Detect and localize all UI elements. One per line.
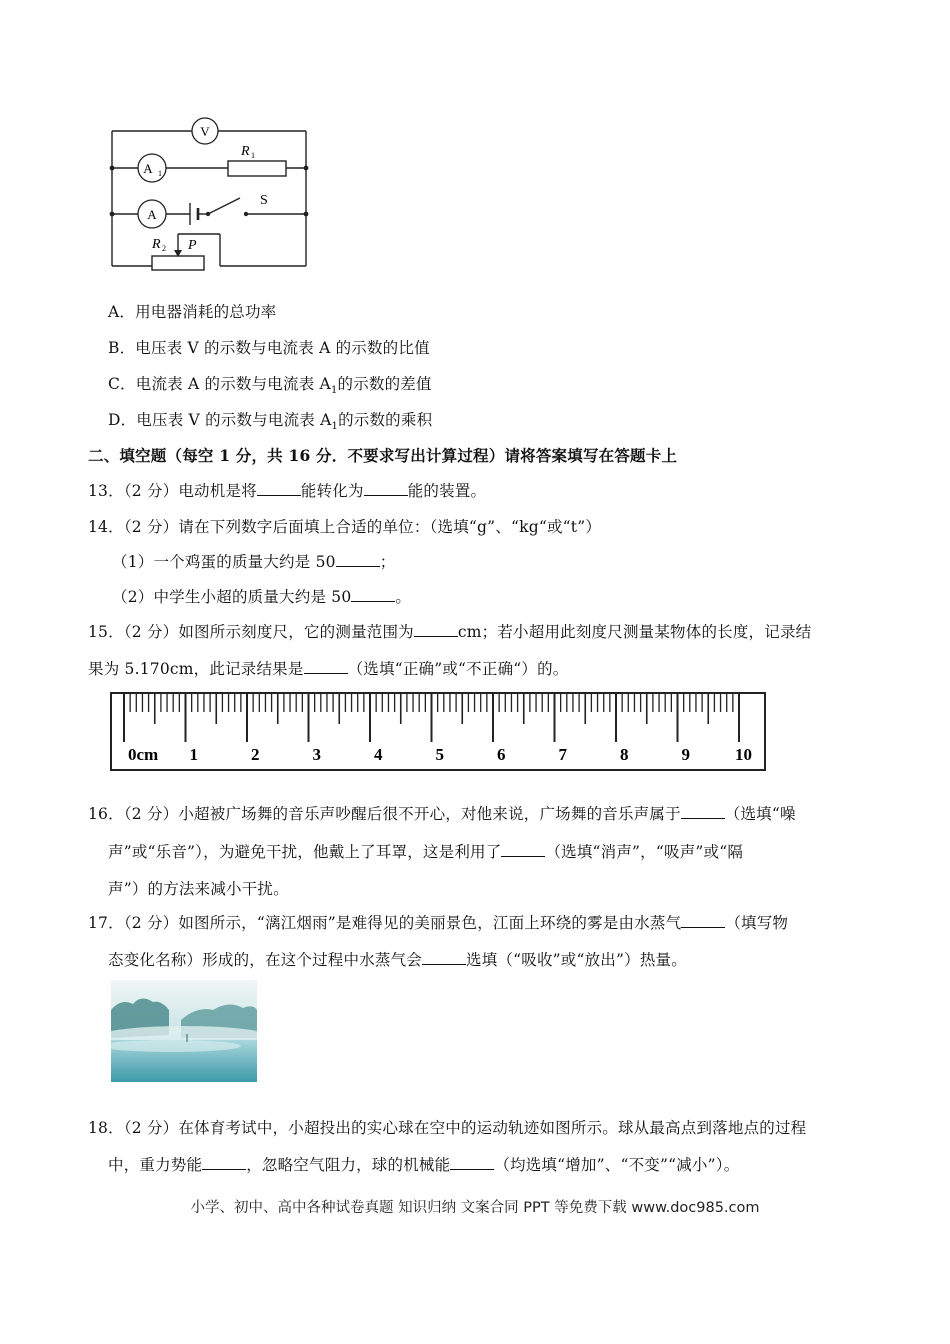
q13-blank-1[interactable]	[257, 481, 301, 496]
question-16-line-1	[88, 802, 796, 824]
question-13	[88, 479, 486, 501]
question-15-line-1	[88, 620, 811, 642]
a1-label: A	[143, 161, 153, 176]
option-d-text-post: 的示数的乘积	[338, 411, 433, 429]
q18-blank-1[interactable]	[202, 1155, 246, 1170]
q16-text-1: 16．（2 分）小超被广场舞的音乐声吵醒后很不开心，对他来说，广场舞的音乐声属于	[88, 805, 681, 823]
q15-text-1: 15．（2 分）如图所示刻度尺，它的测量范围为	[88, 623, 414, 641]
r1-subscript: 1	[251, 151, 255, 160]
q18-text-2-post: （均选填“增加”、“不变”“减小”）。	[494, 1156, 740, 1174]
question-14-sub-2	[112, 585, 411, 607]
ruler-label: 10	[735, 745, 752, 764]
option-a: A．用电器消耗的总功率	[108, 303, 277, 321]
ruler-label: 1	[189, 745, 198, 764]
question-14-stem: 14．（2 分）请在下列数字后面填上合适的单位：（选填“g”、“kg“或“t”）	[88, 518, 602, 536]
slider-p-label: P	[188, 238, 197, 253]
circuit-diagram	[100, 112, 315, 274]
ruler-label: 7	[558, 745, 567, 764]
q13-text-mid: 能转化为	[300, 482, 364, 500]
ruler-label: 4	[374, 745, 383, 764]
section-2-heading: 二、填空题（每空 1 分，共 16 分．不要求写出计算过程）请将答案填写在答题卡上	[88, 446, 678, 465]
q14-blank-2[interactable]	[351, 587, 395, 602]
q16-blank-2[interactable]	[501, 842, 545, 857]
q17-blank-2[interactable]	[422, 950, 466, 965]
option-d-subscript: 1	[331, 421, 339, 433]
r1-label: R	[241, 144, 250, 159]
q13-blank-2[interactable]	[364, 481, 408, 496]
footer-text: 小学、初中、高中各种试卷真题 知识归纳 文案合同 PPT 等免费下载 www.doc985.com	[190, 1200, 760, 1216]
q16-text-2: 声”或“乐音”），为避免干扰，他戴上了耳罩，这是利用了	[108, 843, 502, 861]
q13-text-post: 能的装置。	[407, 482, 487, 500]
q13-text: 13．（2 分）电动机是将	[88, 482, 257, 500]
switch-s-label: S	[260, 193, 268, 208]
option-c	[108, 372, 432, 396]
q14-blank-1[interactable]	[336, 552, 380, 567]
question-15-line-2	[88, 657, 569, 679]
ruler-label: 2	[251, 745, 260, 764]
q15-blank-1[interactable]	[414, 622, 458, 637]
q17-text-2-post: 选填（“吸收”或“放出”）热量。	[466, 951, 687, 969]
option-d-text: D．电压表 V 的示数与电流表 A	[108, 411, 332, 429]
voltmeter-label: V	[200, 124, 210, 139]
q15-text-1-post: cm；若小超用此刻度尺测量某物体的长度，记录结	[457, 623, 812, 641]
q14-sub-2-text: （2）中学生小超的质量大约是 50	[112, 588, 352, 606]
q17-blank-1[interactable]	[681, 913, 725, 928]
option-c-text-post: 的示数的差值	[337, 375, 432, 393]
ruler-label: 0cm	[128, 745, 159, 764]
question-17-line-1	[88, 911, 788, 933]
question-18-line-1: 18．（2 分）在体育考试中，小超投出的实心球在空中的运动轨迹如图所示。球从最高点到落地点的过程	[88, 1119, 807, 1137]
a-label: A	[147, 207, 157, 222]
q17-text-1: 17．（2 分）如图所示，“漓江烟雨”是难得见的美丽景色，江面上环绕的雾是由水蒸气	[88, 914, 682, 932]
q14-sub-1-text: （1）一个鸡蛋的质量大约是 50	[112, 553, 336, 571]
q16-blank-1[interactable]	[681, 804, 725, 819]
question-17-line-2	[108, 948, 687, 970]
question-18-line-2	[108, 1153, 739, 1175]
option-b: B．电压表 V 的示数与电流表 A 的示数的比值	[108, 339, 430, 357]
r2-label: R	[152, 237, 161, 252]
q15-text-2: 果为 5.170cm，此记录结果是	[88, 660, 304, 678]
a1-subscript: 1	[158, 169, 162, 178]
misty-river-photo	[111, 980, 257, 1082]
q15-blank-2[interactable]	[304, 659, 348, 674]
q18-text-2: 中，重力势能	[108, 1156, 203, 1174]
q18-text-2-mid: ，忽略空气阻力，球的机械能	[246, 1156, 451, 1174]
r2-subscript: 2	[162, 244, 166, 253]
option-c-subscript: 1	[330, 385, 338, 397]
q14-sub-1-post: ；	[379, 553, 396, 571]
q17-text-2: 态变化名称）形成的，在这个过程中水蒸气会	[108, 951, 423, 969]
ruler-label: 8	[620, 745, 629, 764]
q16-text-1-post: （选填“噪	[724, 805, 796, 823]
q15-text-2-post: （选填“正确”或“不正确“）的。	[347, 660, 569, 678]
option-c-text: C．电流表 A 的示数与电流表 A	[108, 375, 331, 393]
ruler-label: 5	[435, 745, 444, 764]
question-16-line-2	[108, 840, 743, 862]
question-14-sub-1	[112, 550, 395, 572]
q14-sub-2-post: 。	[395, 588, 412, 606]
ruler-label: 9	[681, 745, 690, 764]
q18-blank-2[interactable]	[450, 1155, 494, 1170]
q16-text-2-post: （选填“消声”，“吸声”或“隔	[545, 843, 744, 861]
question-16-line-3: 声”）的方法来减小干扰。	[108, 880, 289, 898]
q17-text-1-post: （填写物	[725, 914, 789, 932]
ruler-label: 3	[312, 745, 321, 764]
option-d	[108, 408, 432, 432]
ruler-label: 6	[497, 745, 506, 764]
ruler	[110, 692, 766, 772]
